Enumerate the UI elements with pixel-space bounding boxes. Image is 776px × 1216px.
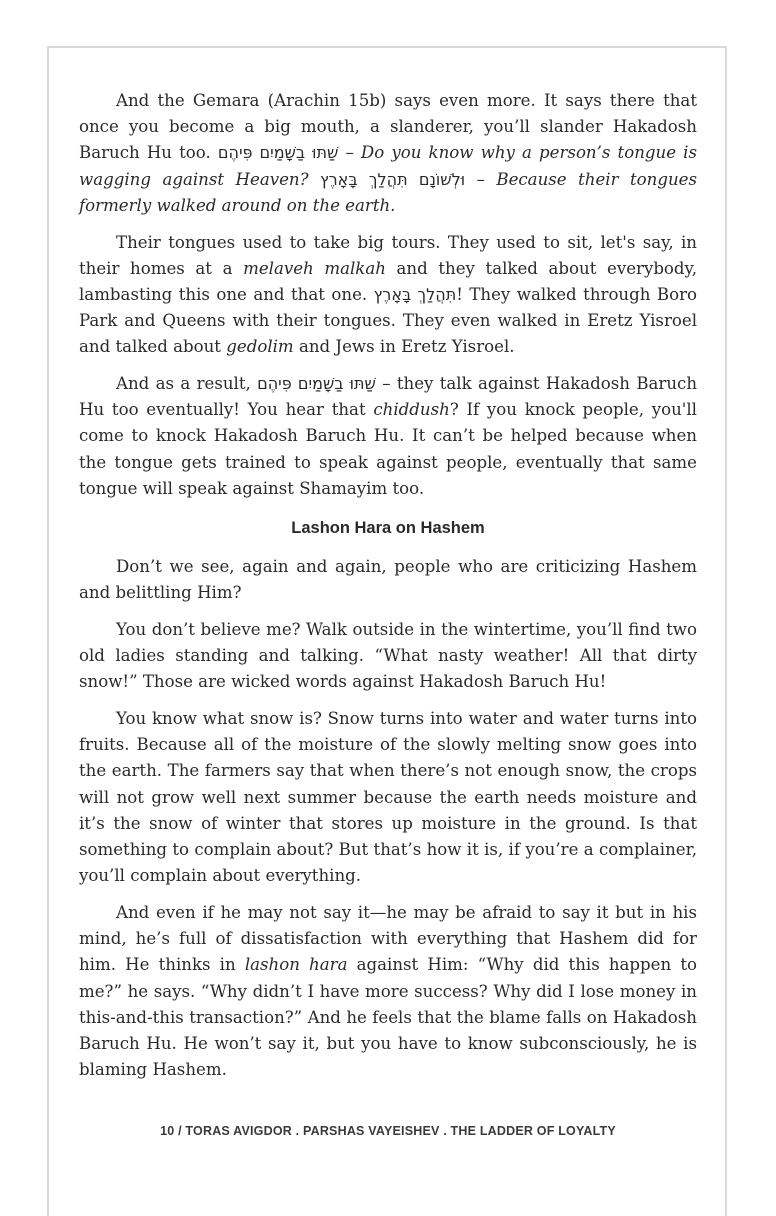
hebrew-quote: שַׁתּוּ בַשָּׁמַיִם פִּיהֶם (257, 374, 376, 394)
text-run: You don’t believe me? Walk outside in the wintertime, you’ll find two old ladies standing and talking. “What nasty weather! All that dirty snow!” Those are wicked words against Hakadosh Baruch Hu! (79, 619, 697, 692)
text-run: – they talk against Hakadosh Baruch Hu too eventually! You hear that (79, 374, 698, 420)
text-run: – (465, 169, 497, 189)
text-run: ! They walked through Boro Park and Queens with their tongues. They even walked in Eretz Yisroel and talked about (79, 284, 698, 357)
text-run: You know what snow is? Snow turns into water and water turns into fruits. Because all of the moisture of the slowly melting snow goes into the earth. The farmers say that when there’s not enough snow, the crops will not grow well next summer because the earth needs moisture and it’s the snow of winter that stores up moisture in the ground. Is that something to complain about? But that’s how it is, if you’re a complainer, you’ll complain about everything. (79, 709, 697, 886)
paragraph (79, 617, 697, 696)
italic-text: Do you know why a person’s tongue is wagging against Heaven? (79, 143, 697, 189)
text-run: And the Gemara (Arachin 15b) says even more. It says there that once you become a big mouth, a slanderer, you’ll slander Hakadosh Baruch Hu too. (79, 91, 697, 163)
hebrew-quote: תִּהֲלַךְ בָּאָרֶץ (373, 284, 457, 304)
text-run (309, 170, 321, 189)
text-run: And even if he may not say it—he may be afraid to say it but in his mind, he’s full of dissatisfaction with everything that Hashem did for him. He thinks in (79, 902, 697, 975)
page-body (79, 88, 697, 1094)
text-run: and Jews in Eretz Yisroel. (293, 337, 515, 357)
text-run: Don’t we see, again and again, people who are criticizing Hashem and belittling Him? (79, 557, 697, 603)
italic-text: Because their tongues formerly walked around on the earth. (79, 169, 697, 215)
text-run: and they talked about everybody, lambasting this one and that one. (79, 258, 697, 304)
text-run: – (338, 143, 361, 163)
paragraph (79, 371, 697, 502)
text-run: Their tongues used to take big tours. They used to sit, let's say, in their homes at a (79, 232, 697, 278)
paragraph (79, 230, 697, 361)
paragraph (79, 554, 697, 606)
italic-text: chiddush (373, 400, 450, 420)
page-footer: 10 / TORAS AVIGDOR . PARSHAS VAYEISHEV . THE LADDER OF LOYALTY (160, 1124, 616, 1138)
italic-text: gedolim (226, 337, 294, 357)
hebrew-quote: שַׁתּוּ בַשָּׁמַיִם פִּיהֶם (217, 143, 339, 163)
paragraph (79, 900, 697, 1083)
text-run: Lashon Hara on Hashem (291, 519, 485, 538)
text-run: ? If you knock people, you'll come to knock Hakadosh Baruch Hu. It can’t be helped because when the tongue gets trained to speak against people, eventually that same tongue will speak against Shamayim too. (79, 400, 697, 498)
hebrew-quote: וּלְשׁוֹנָם תִּהֲלַךְ בָּאָרֶץ (320, 169, 466, 189)
text-run: And as a result, (116, 374, 258, 394)
italic-text: melaveh malkah (243, 258, 386, 278)
paragraph (79, 706, 697, 889)
paragraph (79, 88, 697, 219)
italic-text: lashon hara (244, 955, 348, 975)
section-heading (79, 516, 697, 540)
text-run: against Him: “Why did this happen to me?” he says. “Why didn’t I have more success? Why did I lose money in this-and-this transaction?” And he feels that the blame falls on Hakadosh Baruch Hu. He won’t say it, but you have to know subconsciously, he is blaming Hashem. (79, 955, 697, 1080)
